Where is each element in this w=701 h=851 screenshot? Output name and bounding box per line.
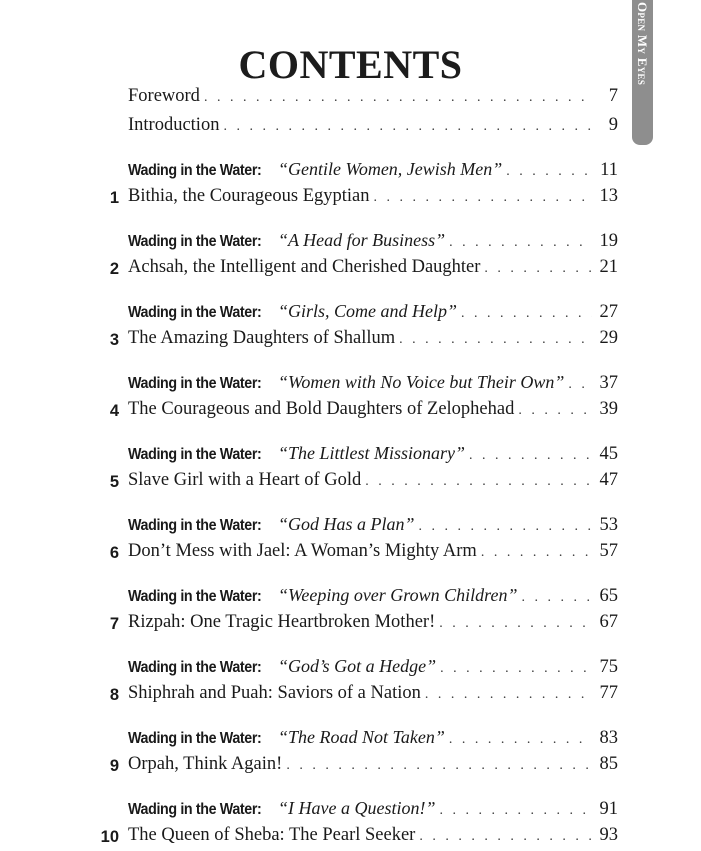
- entry-title: Foreword: [128, 86, 200, 106]
- chapter-title: Shiphrah and Puah: Saviors of a Nation: [128, 683, 421, 703]
- dot-leader: [374, 190, 593, 206]
- wading-label: Wading in the Water:: [128, 162, 262, 179]
- dot-leader: [568, 377, 592, 393]
- toc-entry-wading[interactable]: [128, 443, 618, 469]
- toc-entry-wading[interactable]: [128, 656, 618, 682]
- dot-leader: [439, 616, 592, 632]
- dot-leader: [286, 758, 592, 774]
- chapter-number: 5: [109, 473, 119, 491]
- toc-entry-chapter[interactable]: [128, 186, 618, 212]
- wading-title: “God Has a Plan”: [277, 514, 415, 534]
- entry-page: 11: [600, 160, 618, 180]
- entry-page: 75: [599, 657, 618, 677]
- entry-page: 93: [599, 825, 618, 845]
- chapter-number: 3: [109, 331, 119, 349]
- entry-page: 67: [599, 612, 618, 632]
- dot-leader: [522, 590, 593, 606]
- chapter-number: 10: [100, 828, 119, 846]
- chapter-number: 4: [109, 402, 119, 420]
- wading-label: Wading in the Water:: [128, 304, 262, 321]
- toc-entry-wading[interactable]: [128, 159, 618, 185]
- wading-title: “God’s Got a Hedge”: [277, 656, 437, 676]
- wading-title: “Weeping over Grown Children”: [277, 585, 518, 605]
- dot-leader: [518, 403, 592, 419]
- toc-entry-chapter[interactable]: [128, 257, 618, 283]
- entry-page: 19: [599, 231, 618, 251]
- entry-page: 77: [599, 683, 618, 703]
- wading-title: “Girls, Come and Help”: [277, 301, 457, 321]
- toc-entry-wading[interactable]: [128, 372, 618, 398]
- toc-entry-wading[interactable]: [128, 727, 618, 753]
- chapter-title: Bithia, the Courageous Egyptian: [128, 186, 370, 206]
- entry-page: 57: [599, 541, 618, 561]
- side-tab-label: Open My Eyes: [635, 2, 650, 86]
- toc-entry-chapter[interactable]: [128, 825, 618, 851]
- chapter-title: Orpah, Think Again!: [128, 754, 283, 774]
- entry-page: 37: [599, 373, 618, 393]
- entry-page: 29: [599, 328, 618, 348]
- chapter-title: The Amazing Daughters of Shallum: [128, 328, 396, 348]
- dot-leader: [399, 332, 592, 348]
- wading-label: Wading in the Water:: [128, 730, 262, 747]
- entry-page: 47: [599, 470, 618, 490]
- dot-leader: [461, 306, 592, 322]
- page-title: CONTENTS: [238, 41, 463, 87]
- wading-label: Wading in the Water:: [128, 446, 262, 463]
- toc-entry-chapter[interactable]: [128, 399, 618, 425]
- dot-leader: [469, 448, 592, 464]
- toc-entry-wading[interactable]: [128, 514, 618, 540]
- entry-title: Introduction: [128, 115, 220, 135]
- wading-label: Wading in the Water:: [128, 659, 262, 676]
- dot-leader: [365, 474, 592, 490]
- toc-entry-chapter[interactable]: [128, 470, 618, 496]
- entry-page: 53: [599, 515, 618, 535]
- entry-page: 85: [599, 754, 618, 774]
- wading-title: “I Have a Question!”: [277, 798, 436, 818]
- entry-page: 83: [599, 728, 618, 748]
- dot-leader: [449, 732, 592, 748]
- wading-label: Wading in the Water:: [128, 588, 262, 605]
- chapter-title: Slave Girl with a Heart of Gold: [128, 470, 362, 490]
- wading-label: Wading in the Water:: [128, 233, 262, 250]
- chapter-title: Don’t Mess with Jael: A Woman’s Mighty Arm: [128, 541, 477, 561]
- toc-entry-chapter[interactable]: [128, 754, 618, 780]
- dot-leader: [223, 119, 592, 135]
- toc-entry-wading[interactable]: [128, 798, 618, 824]
- dot-leader: [419, 829, 592, 845]
- wading-label: Wading in the Water:: [128, 801, 262, 818]
- dot-leader: [439, 803, 592, 819]
- entry-page: 7: [608, 86, 618, 106]
- wading-label: Wading in the Water:: [128, 375, 262, 392]
- wading-title: “The Road Not Taken”: [277, 727, 445, 747]
- dot-leader: [449, 235, 592, 251]
- entry-page: 65: [599, 586, 618, 606]
- wading-title: “A Head for Business”: [277, 230, 446, 250]
- toc-entry-wading[interactable]: [128, 230, 618, 256]
- entry-page: 13: [599, 186, 618, 206]
- wading-label: Wading in the Water:: [128, 517, 262, 534]
- dot-leader: [440, 661, 592, 677]
- dot-leader: [506, 164, 592, 180]
- entry-page: 39: [599, 399, 618, 419]
- toc-entry-chapter[interactable]: [128, 683, 618, 709]
- chapter-number: 7: [109, 615, 119, 633]
- chapter-number: 9: [109, 757, 119, 775]
- chapter-number: 1: [109, 189, 119, 207]
- toc-entry-chapter[interactable]: [128, 612, 618, 638]
- toc-entry-chapter[interactable]: [128, 328, 618, 354]
- entry-page: 45: [599, 444, 618, 464]
- toc-entry-chapter[interactable]: [128, 541, 618, 567]
- dot-leader: [484, 261, 592, 277]
- entry-page: 9: [608, 115, 618, 135]
- wading-title: “The Littlest Missionary”: [277, 443, 466, 463]
- chapter-title: Rizpah: One Tragic Heartbroken Mother!: [128, 612, 436, 632]
- chapter-title: Achsah, the Intelligent and Cherished Daughter: [128, 257, 481, 277]
- entry-page: 91: [599, 799, 618, 819]
- wading-title: “Women with No Voice but Their Own”: [277, 372, 565, 392]
- dot-leader: [419, 519, 592, 535]
- chapter-number: 8: [109, 686, 119, 704]
- entry-page: 21: [599, 257, 618, 277]
- toc-entry-wading[interactable]: [128, 301, 618, 327]
- chapter-title: The Queen of Sheba: The Pearl Seeker: [128, 825, 416, 845]
- chapter-title: The Courageous and Bold Daughters of Zelophehad: [128, 399, 515, 419]
- chapter-number: 6: [109, 544, 119, 562]
- toc-entry-introduction[interactable]: [128, 115, 618, 141]
- dot-leader: [425, 687, 592, 703]
- wading-title: “Gentile Women, Jewish Men”: [277, 159, 503, 179]
- dot-leader: [481, 545, 592, 561]
- dot-leader: [204, 90, 592, 106]
- chapter-number: 2: [109, 260, 119, 278]
- toc-entry-wading[interactable]: [128, 585, 618, 611]
- toc-entry-foreword[interactable]: [128, 86, 618, 112]
- entry-page: 27: [599, 302, 618, 322]
